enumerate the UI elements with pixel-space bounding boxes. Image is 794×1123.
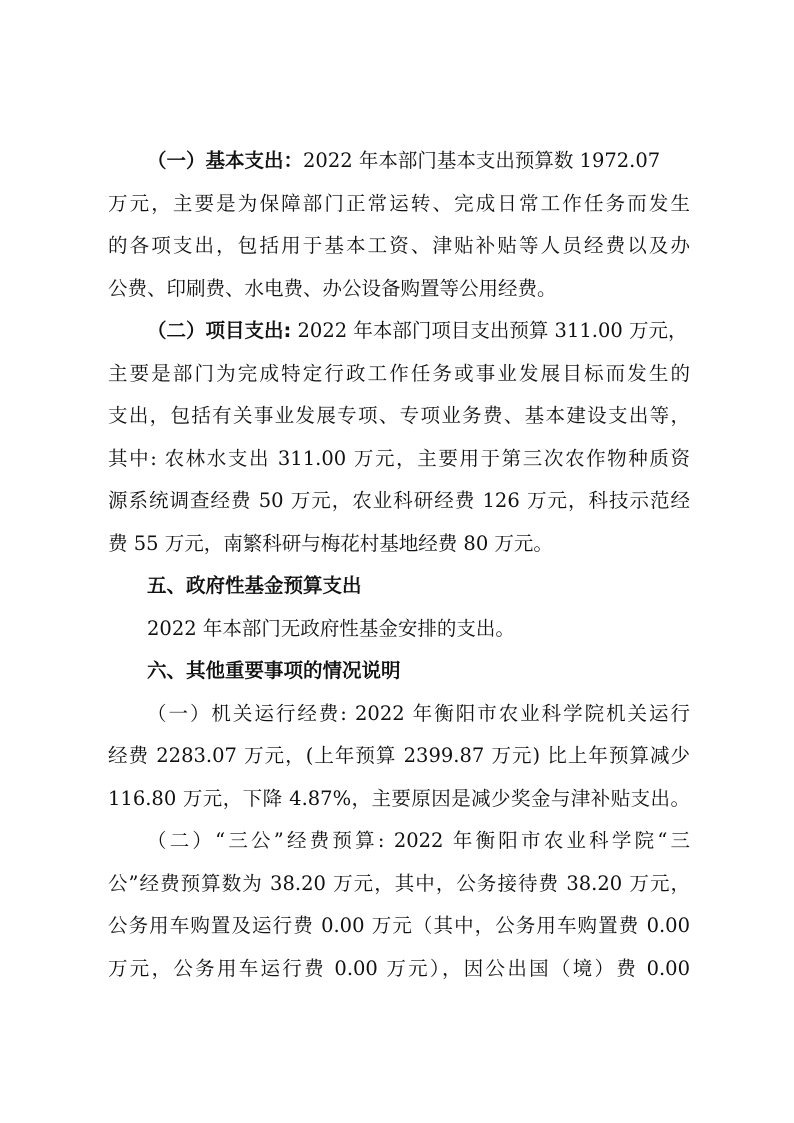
basic-expenditure-text: 2022 年本部门基本支出预算数 1972.07	[303, 149, 661, 172]
basic-expenditure-label: （一）基本支出：	[147, 149, 304, 172]
project-expenditure-paragraph-line-2: 主要是部门为完成特定行政工作任务或事业发展目标而发生的	[108, 361, 690, 385]
project-expenditure-paragraph-line-1	[108, 310, 690, 353]
basic-expenditure-paragraph-line-3: 的各项支出，包括用于基本工资、津贴补贴等人员经费以及办	[108, 234, 690, 257]
three-public-paragraph-line-1: （二）“三公”经费预算: 2022 年衡阳市农业科学院“三	[147, 829, 691, 852]
section-6-heading: 六、其他重要事项的情况说明	[147, 659, 401, 682]
operating-cost-paragraph-line-2: 经费 2283.07 万元，(上年预算 2399.87 万元) 比上年预算减少	[108, 744, 690, 767]
three-public-paragraph-line-3: 公务用车购置及运行费 0.00 万元（其中，公务用车购置费 0.00	[108, 914, 690, 937]
basic-expenditure-paragraph-line-1	[108, 140, 690, 183]
project-expenditure-label: （二）项目支出:	[147, 319, 292, 342]
project-expenditure-paragraph-line-3: 支出，包括有关事业发展专项、专项业务费、基本建设支出等，	[108, 404, 690, 427]
section-5-heading: 五、政府性基金预算支出	[147, 574, 362, 597]
project-expenditure-paragraph-line-5: 源系统调查经费 50 万元，农业科研经费 126 万元，科技示范经	[108, 489, 690, 512]
three-public-paragraph-line-2: 公”经费预算数为 38.20 万元，其中，公务接待费 38.20 万元，	[108, 871, 690, 895]
operating-cost-paragraph-line-3: 116.80 万元，下降 4.87%，主要原因是减少奖金与津补贴支出。	[108, 786, 690, 810]
three-public-paragraph-line-4: 万元，公务用车运行费 0.00 万元），因公出国（境）费 0.00	[108, 956, 690, 980]
project-expenditure-text: 2022 年本部门项目支出预算 311.00 万元，	[291, 319, 688, 342]
project-expenditure-paragraph-line-4: 其中: 农林水支出 311.00 万元，主要用于第三次农作物种质资	[108, 446, 690, 470]
project-expenditure-paragraph-line-6: 费 55 万元，南繁科研与梅花村基地经费 80 万元。	[108, 531, 553, 555]
basic-expenditure-paragraph-line-2: 万元，主要是为保障部门正常运转、完成日常工作任务而发生	[108, 191, 690, 215]
basic-expenditure-paragraph-line-4: 公费、印刷费、水电费、办公设备购置等公用经费。	[108, 276, 557, 300]
government-fund-paragraph: 2022 年本部门无政府性基金安排的支出。	[147, 616, 515, 640]
document-page	[108, 140, 690, 990]
operating-cost-paragraph-line-1: （一）机关运行经费: 2022 年衡阳市农业科学院机关运行	[147, 701, 690, 725]
